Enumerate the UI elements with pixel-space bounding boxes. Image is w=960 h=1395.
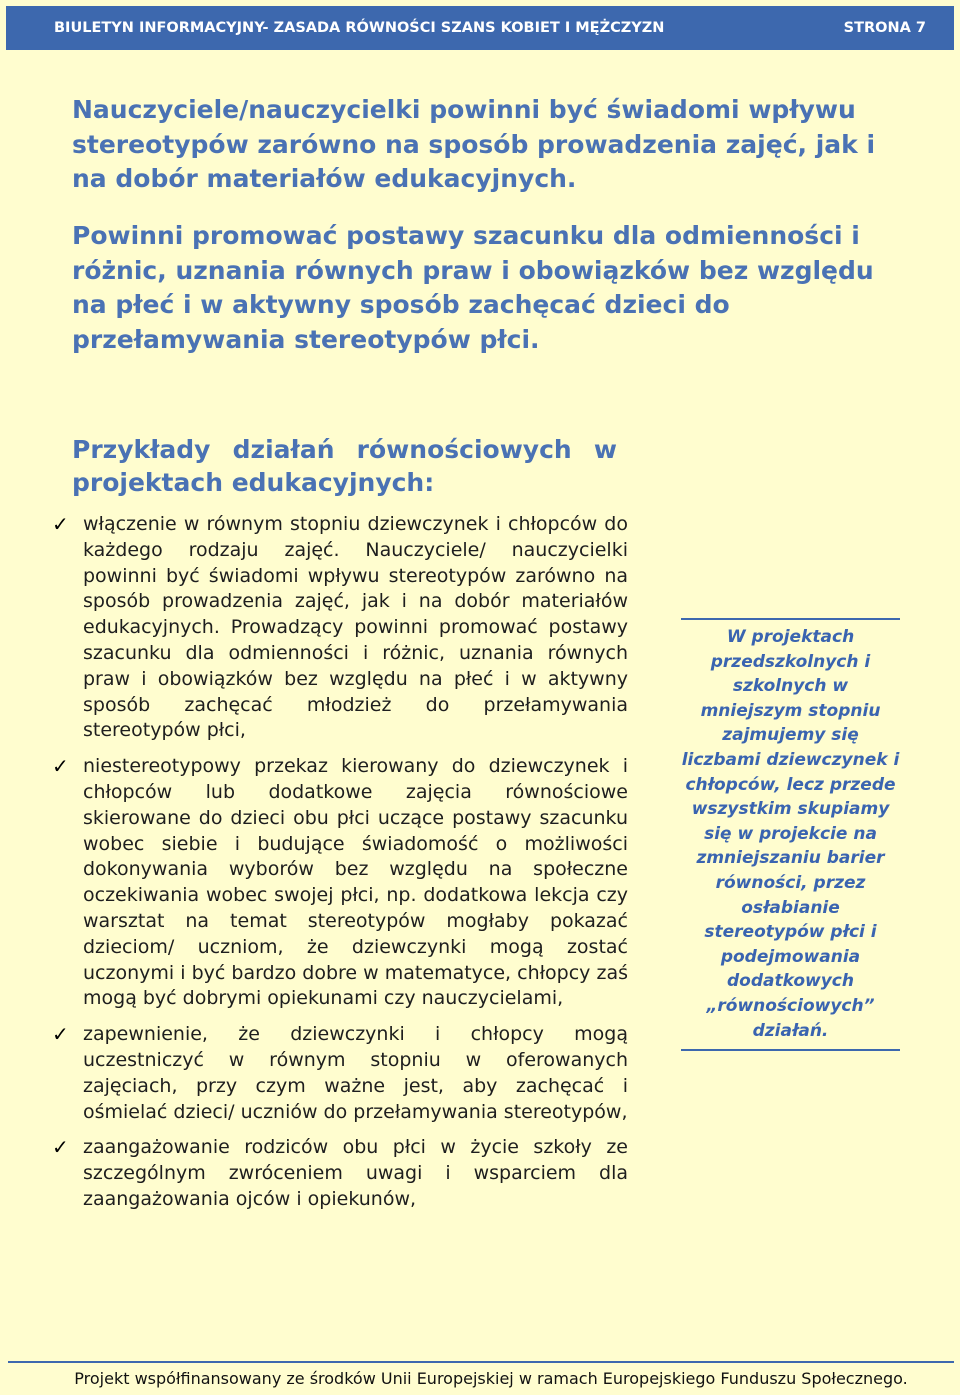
footer-divider (8, 1361, 954, 1363)
intro-paragraph-1: Nauczyciele/nauczycielki powinni być świadomi wpływu stereotypów zarówno na sposób prowadzenia zajęć, jak i na dobór materiałów edukacyjnych. (72, 95, 876, 193)
list-item (52, 1022, 628, 1125)
examples-list (52, 512, 628, 1223)
list-item-text: zaangażowanie rodziców obu płci w życie szkoły ze szczególnym zwróceniem uwagi i wsparciem dla zaangażowania ojców i opiekunów, (83, 1136, 628, 1210)
checkmark-icon: ✓ (52, 1135, 69, 1160)
checkmark-icon: ✓ (52, 1022, 69, 1047)
list-item-text: niestereotypowy przekaz kierowany do dziewczynek i chłopców lub dodatkowe zajęcia równościowe skierowane do dzieci obu płci uczące postawy szacunku wobec siebie i budujące świadomość o możliwości dokonywania wyborów bez względu na społeczne oczekiwania wobec swojej płci, np. dodatkowa lekcja czy warsztat na temat stereotypów mogłaby pokazać dzieciom/ uczniom, że dziewczynki mogą zostać uczonymi i być bardzo dobre w matematyce, chłopcy zaś mogą być dobrymi opiekunami czy nauczycielami, (83, 755, 628, 1010)
checkmark-icon: ✓ (52, 754, 69, 779)
list-item (52, 754, 628, 1012)
page-header (6, 6, 954, 50)
checkmark-icon: ✓ (52, 512, 69, 536)
section-heading: Przykłady działań równościowych w projektach edukacyjnych: (72, 435, 617, 497)
list-item-text: włączenie w równym stopniu dziewczynek i chłopców do każdego rodzaju zajęć. Nauczyciele/ nauczycielki powinni być świadomi wpływu stereotypów zarówno na sposób prowadzenia zajęć, jak i na dobór materiałów edukacyjnych. Prowadzący powinni promować postawy szacunku dla odmienności i różnic, uznania równych praw i obowiązków bez względu na płeć i w aktywny sposób zachęcać młodzież do przełamywania stereotypów płci, (83, 513, 628, 742)
bulletin-title: BIULETYN INFORMACYJNY- ZASADA RÓWNOŚCI SZANS KOBIET I MĘŻCZYZN (54, 20, 665, 36)
list-item (52, 1135, 628, 1212)
list-item (52, 512, 628, 744)
intro-paragraph-2: Powinni promować postawy szacunku dla odmienności i różnic, uznania równych praw i obowiązków bez względu na płeć i w aktywny sposób zachęcać dzieci do przełamywania stereotypów płci. (72, 221, 874, 354)
sidebar-quote: W projektach przedszkolnych i szkolnych w mniejszym stopniu zajmujemy się liczbami dziewczynek i chłopców, lecz przede wszystkim skupiamy się w projekcie na zmniejszaniu barier równości, przez osłabianie stereotypów płci i podejmowania dodatkowych „równościowych” działań. (681, 618, 900, 1051)
list-item-text: zapewnienie, że dziewczynki i chłopcy mogą uczestniczyć w równym stopniu w oferowanych zajęciach, przy czym ważne jest, aby zachęcać i ośmielać dzieci/ uczniów do przełamywania stereotypów, (83, 1023, 628, 1123)
footer-text: Projekt współfinansowany ze środków Unii Europejskiej w ramach Europejskiego Funduszu Społecznego. (74, 1369, 908, 1388)
page-number: STRONA 7 (843, 20, 926, 36)
